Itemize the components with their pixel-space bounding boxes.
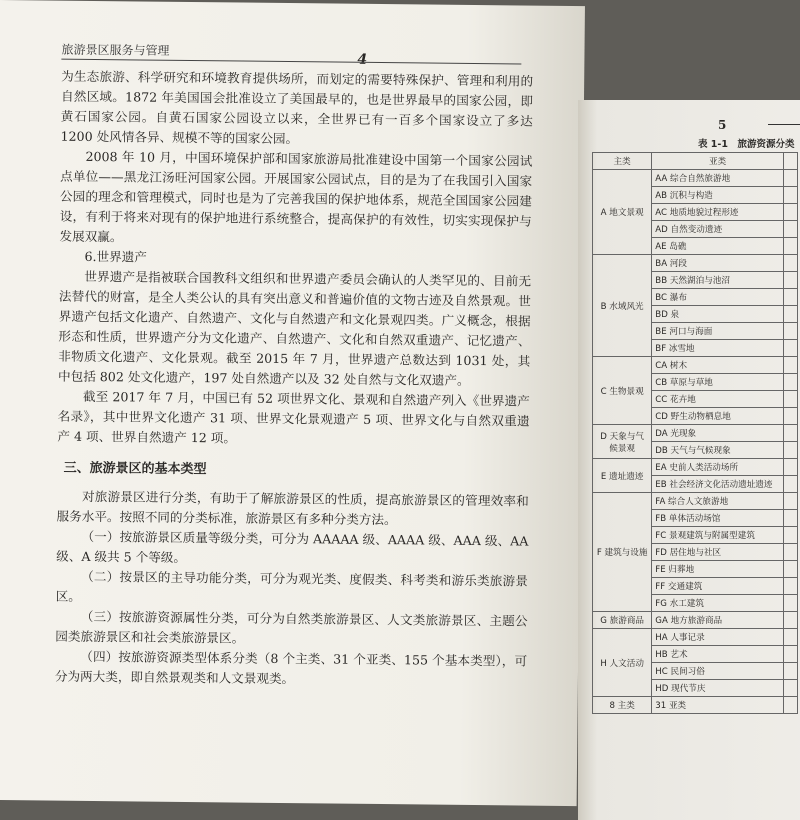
sub-category-cell: EA 史前人类活动场所 (652, 459, 784, 476)
cut-off-cell (784, 680, 798, 697)
cut-off-cell (784, 595, 798, 612)
body-text (55, 67, 533, 692)
table-footer-row (593, 697, 798, 714)
sub-category-cell: FA 综合人文旅游地 (652, 493, 784, 510)
cut-off-cell (784, 646, 798, 663)
main-category-cell: B 水域风光 (593, 255, 652, 357)
cut-off-cell (784, 340, 798, 357)
paragraph: 为生态旅游、科学研究和环境教育提供场所，而划定的需要特殊保护、管理和利用的自然区域。1872 年美国国会批准设立了美国最早的，也是世界最早的国家公园，即黄石国家公园。自黄石国家公园设立以来，全世界已有一百多个国家设立了多达 1200 处风情各异、规模不等的国家公园。 (60, 68, 534, 147)
paragraph: （四）按旅游资源类型体系分类（8 个主类、31 个亚类、155 个基本类型），可分为两大类，即自然景观类和人文景观类。 (54, 648, 528, 687)
sub-category-cell: FG 水工建筑 (652, 595, 784, 612)
paragraph: 世界遗产是指被联合国教科文组织和世界遗产委员会确认的人类罕见的、目前无法替代的财富，是全人类公认的具有突出意义和普遍价值的文物古迹及自然景观。世界遗产包括文化遗产、自然遗产、文化与自然遗产和文化景观四类。广义概念，根据形态和性质，世界遗产分为文化遗产、自然遗产、文化和自然双重遗产、记忆遗产、非物质文化遗产、文化景观。截至 2015 年 7 月，世界遗产总数达到 1031 处，其中包括 802 处文化遗产，197 处自然遗产以及 32 处自然与文化双遗产。 (57, 268, 532, 388)
main-category-cell: F 建筑与设施 (593, 493, 652, 612)
cut-off-cell (784, 221, 798, 238)
sub-category-cell: AA 综合自然旅游地 (652, 170, 784, 187)
sub-category-cell: AD 自然变动遗迹 (652, 221, 784, 238)
cut-off-cell (784, 459, 798, 476)
cut-off-cell (784, 425, 798, 442)
sub-category-cell: EB 社会经济文化活动遗址遗迹 (652, 476, 784, 493)
sub-category-cell: FD 居住地与社区 (652, 544, 784, 561)
table-row (593, 612, 798, 629)
table-row (593, 170, 798, 187)
cut-off-cell (784, 544, 798, 561)
paragraph: 对旅游景区进行分类，有助于了解旅游景区的性质，提高旅游景区的管理效率和服务水平。按照不同的分类标准，旅游景区有多种分类方法。 (56, 488, 529, 528)
cut-off-cell (784, 697, 798, 714)
table-row (593, 357, 798, 374)
sub-category-cell: AB 沉积与构造 (652, 187, 784, 204)
sub-category-cell: BF 冰雪地 (652, 340, 784, 357)
main-category-cell: H 人文活动 (593, 629, 652, 697)
cut-off-cell (784, 442, 798, 459)
cut-off-cell (784, 306, 798, 323)
cut-off-cell (784, 578, 798, 595)
sub-category-cell: FB 单体活动场馆 (652, 510, 784, 527)
sub-category-cell: CC 花卉地 (652, 391, 784, 408)
paragraph: （三）按旅游资源属性分类，可分为自然类旅游景区、人文类旅游景区、主题公园类旅游景区和社会类旅游景区。 (55, 608, 528, 646)
cut-off-cell (784, 612, 798, 629)
paragraph: 截至 2017 年 7 月，中国已有 52 项世界文化、景观和自然遗产列入《世界遗产名录》，其中世界文化遗产 31 项、世界文化景观遗产 5 项、世界文化与自然双重遗产 4 项、世界自然遗产 12 项。 (57, 388, 530, 446)
column-header-main: 主类 (593, 153, 652, 170)
table-row (593, 425, 798, 442)
cut-off-cell (784, 187, 798, 204)
cut-off-cell (784, 170, 798, 187)
footer-sub-cell: 31 亚类 (652, 697, 784, 714)
sub-category-cell: FC 景观建筑与附属型建筑 (652, 527, 784, 544)
cut-off-cell (784, 408, 798, 425)
sub-category-cell: CB 草原与草地 (652, 374, 784, 391)
table-body (593, 170, 798, 714)
sub-category-cell: HC 民间习俗 (652, 663, 784, 680)
sub-category-cell: BE 河口与海面 (652, 323, 784, 340)
cut-off-cell (784, 374, 798, 391)
sub-category-cell: HA 人事记录 (652, 629, 784, 646)
cut-off-cell (784, 493, 798, 510)
sub-category-cell: FF 交通建筑 (652, 578, 784, 595)
cut-off-cell (784, 272, 798, 289)
cut-off-cell (784, 323, 798, 340)
cut-off-cell (784, 357, 798, 374)
main-category-cell: E 遗址遗迹 (593, 459, 652, 493)
footer-main-cell: 8 主类 (593, 697, 652, 714)
sub-category-cell: CA 树木 (652, 357, 784, 374)
sub-category-cell: BA 河段 (652, 255, 784, 272)
cut-off-cell (784, 204, 798, 221)
sub-category-cell: GA 地方旅游商品 (652, 612, 784, 629)
section-heading: 三、旅游景区的基本类型 (63, 460, 207, 478)
cut-off-cell (784, 527, 798, 544)
cut-off-cell (784, 238, 798, 255)
sub-category-cell: DA 光现象 (652, 425, 784, 442)
sub-category-cell: AC 地质地貌过程形迹 (652, 204, 784, 221)
column-header-cut (784, 153, 798, 170)
cut-off-cell (784, 255, 798, 272)
sub-category-cell: FE 归葬地 (652, 561, 784, 578)
right-page-number: 5 (718, 118, 727, 132)
left-page-number: 4 (357, 51, 368, 68)
running-header: 旅游景区服务与管理 (61, 42, 170, 58)
sub-category-cell: BD 泉 (652, 306, 784, 323)
resource-classification-table (592, 152, 798, 714)
table-row (593, 493, 798, 510)
sub-category-cell: HB 艺术 (652, 646, 784, 663)
right-page (578, 100, 800, 820)
column-header-sub: 亚类 (652, 153, 784, 170)
main-category-cell: G 旅游商品 (593, 612, 652, 629)
cut-off-cell (784, 510, 798, 527)
table-row (593, 255, 798, 272)
cut-off-cell (784, 289, 798, 306)
sub-category-cell: BC 瀑布 (652, 289, 784, 306)
sub-category-cell: DB 天气与气候现象 (652, 442, 784, 459)
sub-category-cell: HD 现代节庆 (652, 680, 784, 697)
cut-off-cell (784, 629, 798, 646)
sub-category-cell: BB 天然湖泊与池沼 (652, 272, 784, 289)
header-rule (61, 59, 521, 65)
paragraph: （一）按旅游景区质量等级分类，可分为 AAAAA 级、AAAA 级、AAA 级、AA 级、A 级共 5 个等级。 (56, 528, 529, 565)
main-category-cell: D 天象与气候景观 (593, 425, 652, 459)
table-caption: 表 1-1 旅游资源分类 (698, 139, 795, 150)
cut-off-cell (784, 561, 798, 578)
paragraph: （二）按景区的主导功能分类，可分为观光类、度假类、科考类和游乐类旅游景区。 (55, 568, 529, 604)
sub-category-cell: CD 野生动物栖息地 (652, 408, 784, 425)
cut-off-cell (784, 663, 798, 680)
cut-off-cell (784, 391, 798, 408)
table-row (593, 459, 798, 476)
subsection-heading: 6.世界遗产 (84, 248, 147, 265)
paragraph: 2008 年 10 月，中国环境保护部和国家旅游局批准建设中国第一个国家公园试点单位——黑龙江汤旺河国家公园。开展国家公园试点，目的是为了在我国引入国家公园的理念和管理模式，同时也是为了完善我国的保护地体系，规范全国国家公园建设，有利于将来对现有的保护地进行系统整合，提高保护的有效性，切实实现保护与发展双赢。 (59, 148, 533, 245)
right-header-rule (768, 124, 800, 125)
cut-off-cell (784, 476, 798, 493)
main-category-cell: A 地文景观 (593, 170, 652, 255)
table-row (593, 629, 798, 646)
sub-category-cell: AE 岛礁 (652, 238, 784, 255)
main-category-cell: C 生物景观 (593, 357, 652, 425)
